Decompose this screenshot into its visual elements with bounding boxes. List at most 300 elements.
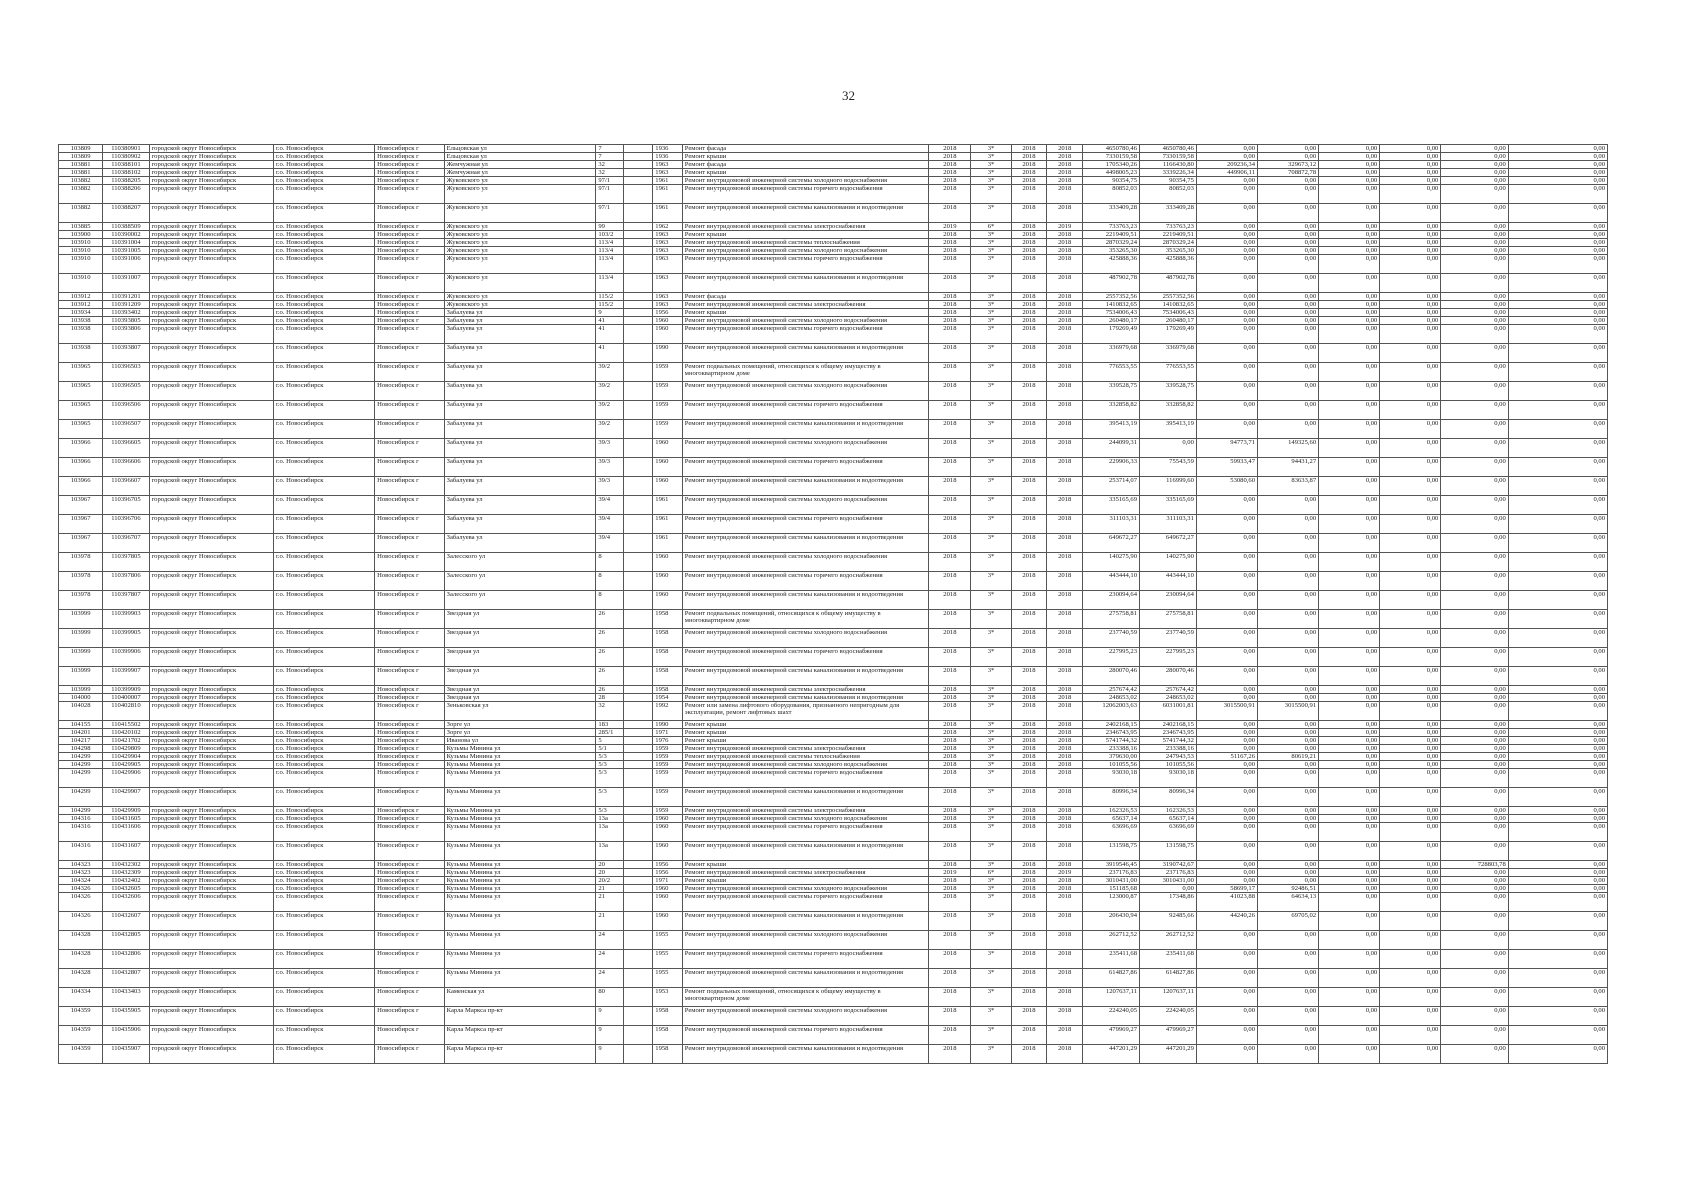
cell-house-number: 80 [596,988,623,1007]
cell-fund-d: 0,00 [1319,169,1380,177]
cell-work-type: Ремонт крыши [682,861,929,869]
cell-fund-c: 708872,78 [1258,169,1319,177]
cell-street: Кузьмы Минина ул [444,788,596,807]
cell-plan-year: 2018 [929,477,971,496]
cell-fund-c: 0,00 [1258,239,1319,247]
cell-fund-d: 0,00 [1319,694,1380,702]
cell-plan-year: 2018 [929,293,971,301]
cell-build-year: 1963 [653,169,683,177]
cell-year-start: 2018 [1011,439,1047,458]
cell-house-number: 115/2 [596,293,623,301]
cell-fund-b: 0,00 [1196,815,1257,823]
cell-district: городской округ Новосибирск [149,686,273,694]
cell-work-code: 110397807 [103,591,149,610]
cell-build-year: 1963 [653,255,683,274]
cell-fund-f: 0,00 [1441,629,1508,648]
cell-fund-c: 0,00 [1258,1045,1319,1064]
cell-year-end: 2018 [1047,344,1083,363]
cell-empty [623,610,653,629]
cell-category: 6* [971,869,1011,877]
cell-fund-f: 0,00 [1441,761,1508,769]
cell-plan-year: 2018 [929,591,971,610]
cell-year-end: 2018 [1047,815,1083,823]
cell-street: Жуковского ул [444,274,596,293]
cell-city: Новосибирск г [375,420,445,439]
cell-house-id: 103965 [59,420,103,439]
cell-empty [623,877,653,885]
cell-total-cost: 90354,75 [1083,177,1140,185]
cell-plan-year: 2018 [929,753,971,761]
cell-total-cost: 12062003,63 [1083,702,1140,721]
cell-fund-f: 0,00 [1441,204,1508,223]
cell-build-year: 1960 [653,591,683,610]
cell-fund-d: 0,00 [1319,753,1380,761]
cell-fund-a: 3010431,00 [1140,877,1197,885]
cell-fund-f: 0,00 [1441,912,1508,931]
cell-work-type: Ремонт внутридомовой инженерной системы электроснабжения [682,686,929,694]
cell-fund-a: 247943,53 [1140,753,1197,761]
cell-district: городской округ Новосибирск [149,239,273,247]
cell-work-code: 110429906 [103,769,149,788]
cell-house-id: 103965 [59,382,103,401]
cell-house-id: 103881 [59,169,103,177]
cell-total-cost: 63696,69 [1083,823,1140,842]
cell-total-cost: 260480,17 [1083,317,1140,325]
cell-fund-g: 0,00 [1508,534,1607,553]
cell-total-cost: 123000,87 [1083,893,1140,912]
cell-fund-b: 0,00 [1196,185,1257,204]
cell-house-id: 103882 [59,185,103,204]
cell-city: Новосибирск г [375,255,445,274]
cell-work-code: 110396606 [103,458,149,477]
cell-city: Новосибирск г [375,761,445,769]
cell-fund-a: 0,00 [1140,885,1197,893]
cell-fund-c: 0,00 [1258,877,1319,885]
cell-district: городской округ Новосибирск [149,231,273,239]
cell-street: Жемчужная ул [444,161,596,169]
cell-fund-b: 0,00 [1196,694,1257,702]
cell-house-number: 20/2 [596,877,623,885]
table-row [59,572,1608,591]
cell-fund-c: 0,00 [1258,807,1319,815]
cell-work-type: Ремонт крыши [682,721,929,729]
cell-year-start: 2018 [1011,274,1047,293]
cell-fund-c: 0,00 [1258,950,1319,969]
cell-street: Жуковского ул [444,223,596,231]
cell-district: городской округ Новосибирск [149,702,273,721]
table-row [59,893,1608,912]
cell-fund-d: 0,00 [1319,1007,1380,1026]
cell-fund-c: 0,00 [1258,317,1319,325]
cell-city: Новосибирск г [375,591,445,610]
cell-house-number: 24 [596,969,623,988]
cell-municipality: г.о. Новосибирск [273,823,374,842]
cell-district: городской округ Новосибирск [149,515,273,534]
cell-year-start: 2018 [1011,496,1047,515]
cell-fund-b: 209236,34 [1196,161,1257,169]
cell-work-code: 110431607 [103,842,149,861]
cell-district: городской округ Новосибирск [149,877,273,885]
cell-year-start: 2018 [1011,153,1047,161]
cell-district: городской округ Новосибирск [149,477,273,496]
cell-district: городской округ Новосибирск [149,931,273,950]
cell-district: городской округ Новосибирск [149,496,273,515]
cell-fund-e: 0,00 [1380,439,1441,458]
cell-fund-c: 94431,27 [1258,458,1319,477]
cell-fund-a: 1166430,80 [1140,161,1197,169]
cell-house-number: 5/3 [596,753,623,761]
cell-house-number: 39/4 [596,496,623,515]
cell-fund-e: 0,00 [1380,753,1441,761]
cell-year-start: 2018 [1011,823,1047,842]
cell-fund-a: 237176,83 [1140,869,1197,877]
cell-year-start: 2018 [1011,694,1047,702]
cell-category: 3* [971,788,1011,807]
cell-street: Забалуева ул [444,317,596,325]
cell-fund-d: 0,00 [1319,177,1380,185]
cell-year-end: 2018 [1047,721,1083,729]
cell-work-type: Ремонт внутридомовой инженерной системы холодного водоснабжения [682,247,929,255]
cell-house-id: 103967 [59,515,103,534]
cell-build-year: 1959 [653,753,683,761]
cell-year-end: 2018 [1047,382,1083,401]
cell-fund-c: 0,00 [1258,591,1319,610]
cell-house-number: 113/4 [596,274,623,293]
cell-house-number: 39/4 [596,534,623,553]
cell-street: Жуковского ул [444,177,596,185]
cell-plan-year: 2018 [929,401,971,420]
cell-municipality: г.о. Новосибирск [273,534,374,553]
cell-work-type: Ремонт внутридомовой инженерной системы холодного водоснабжения [682,317,929,325]
cell-house-number: 39/2 [596,401,623,420]
cell-fund-b: 58699,17 [1196,885,1257,893]
cell-year-start: 2018 [1011,169,1047,177]
cell-work-type: Ремонт внутридомовой инженерной системы горячего водоснабжения [682,255,929,274]
cell-fund-c: 0,00 [1258,274,1319,293]
cell-fund-b: 44240,26 [1196,912,1257,931]
cell-fund-c: 0,00 [1258,629,1319,648]
cell-fund-c: 0,00 [1258,496,1319,515]
cell-category: 3* [971,153,1011,161]
cell-fund-b: 0,00 [1196,769,1257,788]
cell-city: Новосибирск г [375,842,445,861]
cell-house-number: 41 [596,325,623,344]
cell-plan-year: 2018 [929,629,971,648]
cell-house-id: 104326 [59,885,103,893]
cell-district: городской округ Новосибирск [149,807,273,815]
table-row [59,721,1608,729]
cell-work-code: 110396705 [103,496,149,515]
cell-year-start: 2018 [1011,877,1047,885]
cell-year-end: 2018 [1047,629,1083,648]
cell-plan-year: 2018 [929,317,971,325]
cell-work-type: Ремонт внутридомовой инженерной системы канализования и водоотведения [682,204,929,223]
cell-fund-d: 0,00 [1319,496,1380,515]
cell-fund-a: 260480,17 [1140,317,1197,325]
cell-year-end: 2018 [1047,686,1083,694]
cell-fund-a: 131598,75 [1140,842,1197,861]
cell-year-end: 2018 [1047,231,1083,239]
cell-build-year: 1956 [653,861,683,869]
cell-fund-b: 0,00 [1196,239,1257,247]
cell-year-start: 2018 [1011,401,1047,420]
table-row [59,439,1608,458]
cell-district: городской округ Новосибирск [149,648,273,667]
cell-category: 3* [971,629,1011,648]
cell-work-code: 110432309 [103,869,149,877]
cell-work-type: Ремонт внутридомовой инженерной системы электроснабжения [682,301,929,309]
cell-house-id: 104217 [59,737,103,745]
cell-fund-e: 0,00 [1380,869,1441,877]
cell-fund-b: 0,00 [1196,274,1257,293]
table-row [59,231,1608,239]
cell-work-code: 110396507 [103,420,149,439]
cell-district: городской округ Новосибирск [149,1045,273,1064]
table-row [59,458,1608,477]
cell-work-type: Ремонт внутридомовой инженерной системы холодного водоснабжения [682,931,929,950]
cell-year-end: 2018 [1047,274,1083,293]
cell-work-code: 110421702 [103,737,149,745]
cell-fund-e: 0,00 [1380,815,1441,823]
cell-work-type: Ремонт внутридомовой инженерной системы канализования и водоотведения [682,591,929,610]
cell-total-cost: 487902,78 [1083,274,1140,293]
cell-fund-g: 0,00 [1508,823,1607,842]
cell-fund-c: 0,00 [1258,572,1319,591]
table-row [59,591,1608,610]
cell-build-year: 1971 [653,729,683,737]
cell-build-year: 1960 [653,477,683,496]
cell-year-end: 2018 [1047,255,1083,274]
cell-fund-a: 7330159,58 [1140,153,1197,161]
cell-fund-a: 479969,27 [1140,1026,1197,1045]
cell-year-start: 2018 [1011,185,1047,204]
table-row [59,515,1608,534]
cell-house-number: 9 [596,1026,623,1045]
cell-fund-a: 6031001,81 [1140,702,1197,721]
cell-fund-e: 0,00 [1380,893,1441,912]
table-row [59,274,1608,293]
cell-year-end: 2018 [1047,788,1083,807]
cell-house-id: 103912 [59,301,103,309]
cell-fund-g: 0,00 [1508,161,1607,169]
cell-fund-c: 0,00 [1258,223,1319,231]
cell-house-id: 104155 [59,721,103,729]
cell-build-year: 1961 [653,534,683,553]
cell-fund-g: 0,00 [1508,969,1607,988]
cell-district: городской округ Новосибирск [149,893,273,912]
cell-fund-a: 3339226,34 [1140,169,1197,177]
cell-fund-g: 0,00 [1508,877,1607,885]
cell-municipality: г.о. Новосибирск [273,145,374,153]
cell-plan-year: 2018 [929,893,971,912]
cell-street: Жуковского ул [444,255,596,274]
cell-build-year: 1958 [653,610,683,629]
cell-district: городской округ Новосибирск [149,861,273,869]
cell-fund-d: 0,00 [1319,153,1380,161]
cell-fund-d: 0,00 [1319,745,1380,753]
cell-fund-e: 0,00 [1380,745,1441,753]
cell-plan-year: 2018 [929,344,971,363]
cell-fund-f: 0,00 [1441,169,1508,177]
cell-fund-b: 0,00 [1196,648,1257,667]
cell-work-code: 110435906 [103,1026,149,1045]
cell-empty [623,686,653,694]
cell-year-start: 2018 [1011,788,1047,807]
cell-fund-a: 2557352,56 [1140,293,1197,301]
cell-year-start: 2018 [1011,534,1047,553]
cell-build-year: 1958 [653,629,683,648]
cell-city: Новосибирск г [375,807,445,815]
cell-work-type: Ремонт внутридомовой инженерной системы электроснабжения [682,807,929,815]
cell-total-cost: 179269,49 [1083,325,1140,344]
cell-fund-g: 0,00 [1508,382,1607,401]
cell-district: городской округ Новосибирск [149,439,273,458]
cell-street: Забалуева ул [444,515,596,534]
table-row [59,769,1608,788]
cell-fund-c: 0,00 [1258,293,1319,301]
cell-year-start: 2018 [1011,950,1047,969]
cell-build-year: 1961 [653,204,683,223]
cell-city: Новосибирск г [375,161,445,169]
cell-house-number: 41 [596,317,623,325]
cell-fund-a: 80996,34 [1140,788,1197,807]
cell-municipality: г.о. Новосибирск [273,815,374,823]
cell-fund-c: 0,00 [1258,382,1319,401]
cell-fund-g: 0,00 [1508,169,1607,177]
cell-category: 3* [971,807,1011,815]
cell-fund-e: 0,00 [1380,534,1441,553]
cell-year-start: 2018 [1011,293,1047,301]
cell-house-id: 103934 [59,309,103,317]
cell-fund-d: 0,00 [1319,912,1380,931]
cell-work-type: Ремонт внутридомовой инженерной системы горячего водоснабжения [682,515,929,534]
cell-city: Новосибирск г [375,274,445,293]
cell-work-type: Ремонт внутридомовой инженерной системы холодного водоснабжения [682,815,929,823]
cell-house-id: 104334 [59,988,103,1007]
cell-plan-year: 2018 [929,231,971,239]
table-row [59,988,1608,1007]
cell-municipality: г.о. Новосибирск [273,1007,374,1026]
cell-total-cost: 275758,81 [1083,610,1140,629]
cell-fund-d: 0,00 [1319,842,1380,861]
cell-empty [623,161,653,169]
table-row [59,842,1608,861]
cell-house-id: 103965 [59,401,103,420]
cell-fund-f: 0,00 [1441,893,1508,912]
cell-category: 3* [971,950,1011,969]
cell-total-cost: 353265,30 [1083,247,1140,255]
cell-fund-g: 0,00 [1508,247,1607,255]
cell-district: городской округ Новосибирск [149,572,273,591]
cell-total-cost: 339528,75 [1083,382,1140,401]
cell-plan-year: 2018 [929,648,971,667]
cell-city: Новосибирск г [375,204,445,223]
cell-house-id: 104028 [59,702,103,721]
cell-house-id: 104299 [59,769,103,788]
cell-district: городской округ Новосибирск [149,721,273,729]
cell-municipality: г.о. Новосибирск [273,458,374,477]
cell-plan-year: 2018 [929,553,971,572]
cell-fund-b: 0,00 [1196,1045,1257,1064]
cell-year-start: 2018 [1011,572,1047,591]
cell-fund-e: 0,00 [1380,420,1441,439]
cell-category: 3* [971,667,1011,686]
cell-empty [623,344,653,363]
cell-fund-a: 65637,14 [1140,815,1197,823]
cell-municipality: г.о. Новосибирск [273,325,374,344]
cell-fund-f: 0,00 [1441,477,1508,496]
cell-fund-a: 17348,86 [1140,893,1197,912]
cell-category: 3* [971,745,1011,753]
cell-fund-g: 0,00 [1508,694,1607,702]
cell-fund-g: 0,00 [1508,815,1607,823]
cell-empty [623,988,653,1007]
cell-year-end: 2018 [1047,477,1083,496]
table-body [59,145,1608,1064]
cell-category: 3* [971,1045,1011,1064]
cell-fund-f: 0,00 [1441,1026,1508,1045]
cell-year-start: 2018 [1011,988,1047,1007]
cell-work-code: 110380901 [103,145,149,153]
cell-year-start: 2018 [1011,737,1047,745]
cell-fund-b: 0,00 [1196,534,1257,553]
cell-year-start: 2018 [1011,382,1047,401]
cell-work-code: 110433403 [103,988,149,1007]
cell-year-end: 2018 [1047,458,1083,477]
cell-fund-d: 0,00 [1319,729,1380,737]
cell-year-end: 2018 [1047,753,1083,761]
cell-fund-e: 0,00 [1380,648,1441,667]
cell-fund-d: 0,00 [1319,769,1380,788]
cell-plan-year: 2018 [929,823,971,842]
cell-category: 3* [971,893,1011,912]
cell-fund-b: 0,00 [1196,1007,1257,1026]
cell-fund-g: 0,00 [1508,807,1607,815]
cell-plan-year: 2018 [929,496,971,515]
cell-total-cost: 379630,00 [1083,753,1140,761]
cell-house-id: 104201 [59,729,103,737]
cell-city: Новосибирск г [375,185,445,204]
cell-municipality: г.о. Новосибирск [273,686,374,694]
cell-city: Новосибирск г [375,823,445,842]
cell-total-cost: 2557352,56 [1083,293,1140,301]
cell-fund-e: 0,00 [1380,247,1441,255]
cell-municipality: г.о. Новосибирск [273,363,374,382]
cell-house-number: 97/1 [596,185,623,204]
cell-fund-d: 0,00 [1319,629,1380,648]
cell-fund-g: 0,00 [1508,401,1607,420]
cell-district: городской округ Новосибирск [149,534,273,553]
cell-fund-e: 0,00 [1380,769,1441,788]
cell-fund-d: 0,00 [1319,534,1380,553]
cell-city: Новосибирск г [375,893,445,912]
cell-fund-a: 140275,90 [1140,553,1197,572]
cell-work-code: 110420102 [103,729,149,737]
table-row [59,648,1608,667]
cell-year-end: 2019 [1047,223,1083,231]
cell-build-year: 1956 [653,869,683,877]
cell-total-cost: 257674,42 [1083,686,1140,694]
cell-year-end: 2018 [1047,877,1083,885]
cell-street: Забалуева ул [444,420,596,439]
cell-total-cost: 131598,75 [1083,842,1140,861]
cell-street: Кузьмы Минина ул [444,861,596,869]
cell-year-start: 2018 [1011,761,1047,769]
cell-fund-f: 0,00 [1441,745,1508,753]
cell-work-code: 110396503 [103,363,149,382]
cell-municipality: г.о. Новосибирск [273,721,374,729]
cell-total-cost: 3919546,45 [1083,861,1140,869]
